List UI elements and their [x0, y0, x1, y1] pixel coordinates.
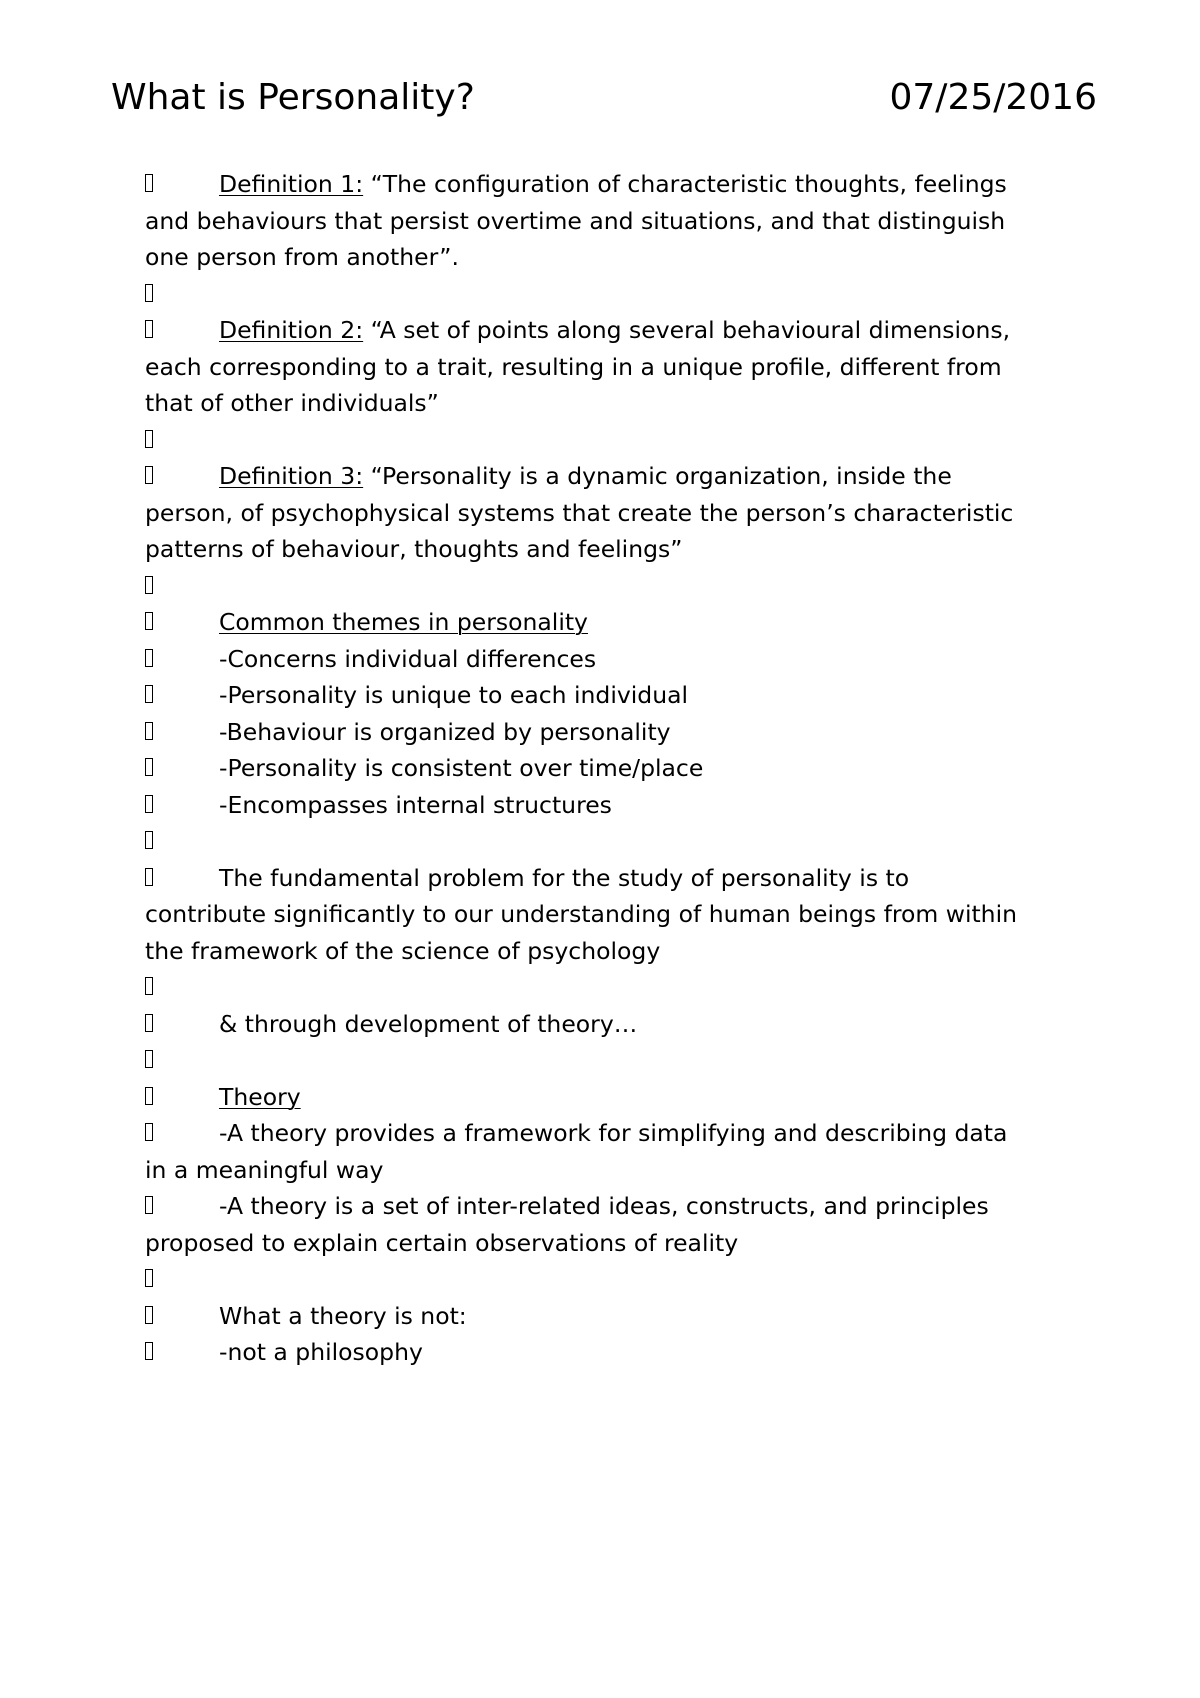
empty-bullet-line — [145, 1042, 1075, 1079]
line-text: -A theory provides a framework for simplifying and describing data — [219, 1119, 1008, 1147]
bullet-glyph-icon — [145, 1196, 153, 1214]
line-text: “Personality is a dynamic organization, inside the — [363, 462, 952, 490]
line-text: What a theory is not: — [219, 1301, 467, 1330]
bullet-line — [145, 1006, 1075, 1043]
continuation-line — [145, 385, 1075, 422]
bullet-line — [145, 1079, 1075, 1116]
empty-bullet-line — [145, 276, 1075, 313]
continuation-line — [145, 239, 1075, 276]
bullet-glyph-icon — [145, 1087, 153, 1105]
empty-bullet-line — [145, 823, 1075, 860]
bullet-glyph-icon — [145, 612, 153, 630]
bullet-line — [145, 860, 1075, 897]
line-text: contribute significantly to our understanding of human beings from within — [145, 900, 1018, 928]
section-heading: Common themes in personality — [219, 608, 588, 636]
line-text: proposed to explain certain observations of reality — [145, 1228, 739, 1257]
definition-label: Definition 1: — [219, 170, 364, 198]
bullet-glyph-icon — [145, 174, 153, 192]
bullet-glyph-icon — [145, 576, 153, 594]
bullet-line — [145, 312, 1075, 349]
empty-bullet-line — [145, 1261, 1075, 1298]
bullet-glyph-icon — [145, 722, 153, 740]
continuation-line — [145, 531, 1075, 568]
bullet-glyph-icon — [145, 685, 153, 703]
document-header — [111, 72, 1097, 124]
bullet-glyph-icon — [145, 430, 153, 448]
bullet-line — [145, 714, 1075, 751]
bullet-glyph-icon — [145, 977, 153, 995]
bullet-glyph-icon — [145, 1014, 153, 1032]
definition-label: Definition 3: — [219, 462, 364, 490]
empty-bullet-line — [145, 969, 1075, 1006]
document-date: 07/25/2016 — [889, 77, 1097, 118]
bullet-glyph-icon — [145, 1306, 153, 1324]
bullet-glyph-icon — [145, 758, 153, 776]
continuation-line — [145, 203, 1075, 240]
bullet-glyph-icon — [145, 1269, 153, 1287]
line-text: “A set of points along several behavioural dimensions, — [363, 316, 1011, 344]
line-text: and behaviours that persist overtime and situations, and that distinguish — [145, 206, 1006, 235]
line-text: -not a philosophy — [219, 1338, 423, 1366]
document-title: What is Personality? — [111, 77, 475, 118]
line-text: The fundamental problem for the study of personality is to — [219, 863, 910, 892]
bullet-glyph-icon — [145, 320, 153, 338]
bullet-line — [145, 677, 1075, 714]
line-text: & through development of theory… — [219, 1009, 638, 1038]
bullet-line — [145, 750, 1075, 787]
continuation-line — [145, 349, 1075, 386]
bullet-glyph-icon — [145, 1342, 153, 1360]
bullet-glyph-icon — [145, 795, 153, 813]
line-text: each corresponding to a trait, resulting in a unique profile, different from — [145, 352, 1002, 381]
definition-label: Definition 2: — [219, 316, 364, 344]
continuation-line — [145, 933, 1075, 970]
line-text: patterns of behaviour, thoughts and feelings” — [145, 535, 683, 563]
bullet-line — [145, 787, 1075, 824]
line-text: -Encompasses internal structures — [219, 790, 612, 819]
bullet-line — [145, 641, 1075, 678]
bullet-glyph-icon — [145, 868, 153, 886]
bullet-line — [145, 604, 1075, 641]
continuation-line — [145, 896, 1075, 933]
document-body — [145, 166, 1075, 1371]
bullet-glyph-icon — [145, 831, 153, 849]
bullet-line — [145, 166, 1075, 203]
bullet-line — [145, 1115, 1075, 1152]
bullet-line — [145, 1188, 1075, 1225]
line-text: -A theory is a set of inter-related ideas, constructs, and principles — [219, 1192, 989, 1220]
bullet-glyph-icon — [145, 649, 153, 667]
line-text: -Personality is unique to each individual — [219, 681, 689, 709]
bullet-line — [145, 1334, 1075, 1371]
line-text: the framework of the science of psychology — [145, 936, 661, 965]
line-text: -Personality is consistent over time/place — [219, 754, 704, 782]
bullet-line — [145, 1298, 1075, 1335]
bullet-glyph-icon — [145, 466, 153, 484]
section-heading: Theory — [219, 1082, 301, 1111]
line-text: -Concerns individual differences — [219, 644, 597, 673]
line-text: “The configuration of characteristic thoughts, feelings — [363, 170, 1007, 198]
line-text: in a meaningful way — [145, 1155, 384, 1184]
line-text: one person from another”. — [145, 243, 459, 271]
empty-bullet-line — [145, 422, 1075, 459]
line-text: that of other individuals” — [145, 389, 439, 417]
bullet-glyph-icon — [145, 1123, 153, 1141]
bullet-glyph-icon — [145, 1050, 153, 1068]
line-text: -Behaviour is organized by personality — [219, 717, 671, 746]
continuation-line — [145, 495, 1075, 532]
bullet-line — [145, 458, 1075, 495]
line-text: person, of psychophysical systems that create the person’s characteristic — [145, 498, 1014, 527]
bullet-glyph-icon — [145, 284, 153, 302]
continuation-line — [145, 1225, 1075, 1262]
empty-bullet-line — [145, 568, 1075, 605]
continuation-line — [145, 1152, 1075, 1189]
